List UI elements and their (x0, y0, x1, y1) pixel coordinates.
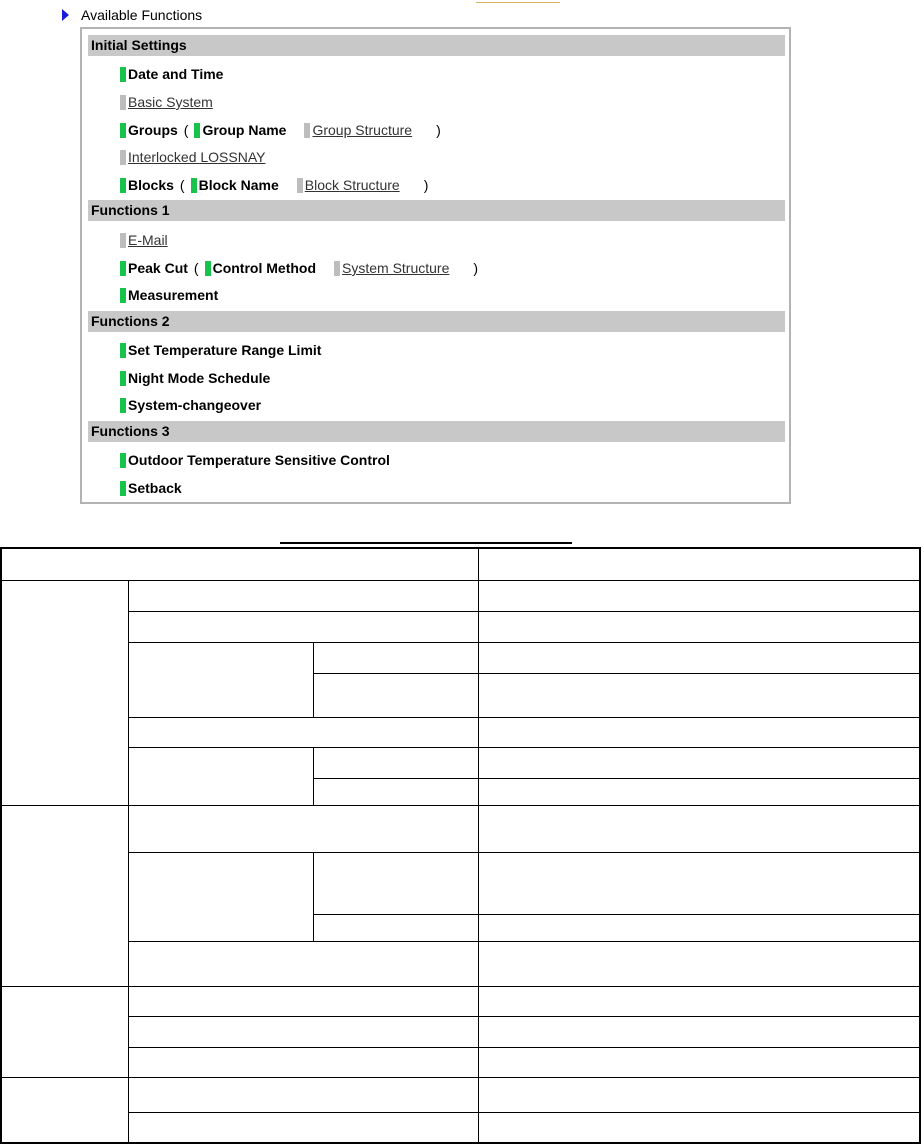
basic-system-link[interactable]: Basic System (128, 94, 213, 110)
unavailable-mark-icon (120, 95, 126, 110)
table-row-line (0, 1077, 921, 1078)
unavailable-mark-icon (120, 233, 126, 248)
close-paren: ) (436, 122, 441, 138)
section-functions-1: Functions 1 (88, 200, 785, 221)
open-paren: ( (183, 122, 189, 138)
table-column-line (313, 852, 314, 941)
item-night-mode-schedule (120, 367, 270, 389)
available-mark-icon (191, 178, 197, 193)
table-title-underline (280, 542, 572, 544)
available-mark-icon (205, 261, 211, 276)
system-structure-link[interactable]: System Structure (342, 260, 450, 276)
table-row-line (128, 611, 921, 612)
available-mark-icon (194, 123, 200, 138)
blocks-label: Blocks (128, 177, 174, 193)
set-temperature-range-limit-label: Set Temperature Range Limit (128, 342, 322, 358)
outdoor-temperature-sensitive-control-label: Outdoor Temperature Sensitive Control (128, 452, 390, 468)
table-column-line (313, 747, 314, 805)
top-edge-fragment (476, 0, 560, 3)
block-structure-link[interactable]: Block Structure (304, 177, 400, 193)
available-functions-header (62, 5, 202, 25)
date-and-time-label: Date and Time (128, 66, 224, 82)
open-paren: ( (179, 177, 185, 193)
table-row-line (0, 986, 921, 987)
interlocked-lossnay-link[interactable]: Interlocked LOSSNAY (128, 149, 266, 165)
item-set-temperature-range-limit (120, 339, 321, 361)
table-row-line (128, 1047, 921, 1048)
item-setback (120, 477, 182, 499)
available-mark-icon (120, 398, 126, 413)
item-basic-system[interactable] (120, 91, 213, 113)
available-functions-title: Available Functions (81, 7, 203, 23)
functions-panel (80, 27, 791, 504)
table-row-line (0, 580, 921, 581)
table-frame (0, 547, 921, 1144)
available-mark-icon (120, 481, 126, 496)
table-row-line (313, 914, 921, 915)
table-column-line (128, 580, 129, 1144)
unavailable-mark-icon (297, 178, 303, 193)
item-email[interactable] (120, 229, 168, 251)
available-mark-icon (120, 288, 126, 303)
table-row-line (128, 941, 921, 942)
available-mark-icon (120, 343, 126, 358)
close-paren: ) (423, 177, 429, 193)
section-functions-3: Functions 3 (88, 421, 785, 442)
table-row-line (128, 1016, 921, 1017)
available-mark-icon (120, 67, 126, 82)
table-row-line (313, 778, 921, 779)
unavailable-mark-icon (304, 123, 310, 138)
table-row-line (0, 805, 921, 806)
item-groups (120, 119, 441, 141)
available-mark-icon (120, 123, 126, 138)
table-row-line (128, 717, 921, 718)
table-row-line (128, 747, 921, 748)
item-outdoor-temperature-sensitive-control (120, 449, 390, 471)
available-mark-icon (120, 261, 126, 276)
available-mark-icon (120, 371, 126, 386)
item-peak-cut (120, 257, 478, 279)
triangle-right-icon (62, 9, 69, 21)
table-column-line (313, 642, 314, 717)
system-changeover-label: System-changeover (128, 397, 262, 413)
item-measurement (120, 284, 218, 306)
unavailable-mark-icon (334, 261, 340, 276)
table-row-line (128, 852, 921, 853)
item-system-changeover (120, 394, 261, 416)
item-blocks (120, 174, 428, 196)
functions-table (0, 547, 921, 1146)
setback-label: Setback (128, 480, 182, 496)
email-link[interactable]: E-Mail (128, 232, 168, 248)
table-row-line (128, 642, 921, 643)
close-paren: ) (473, 260, 479, 276)
item-date-and-time (120, 63, 223, 85)
available-mark-icon (120, 453, 126, 468)
table-row-line (313, 673, 921, 674)
open-paren: ( (193, 260, 199, 276)
groups-label: Groups (128, 122, 178, 138)
night-mode-schedule-label: Night Mode Schedule (128, 370, 271, 386)
peak-cut-label: Peak Cut (128, 260, 188, 276)
section-initial-settings: Initial Settings (88, 35, 785, 56)
section-functions-2: Functions 2 (88, 311, 785, 332)
available-mark-icon (120, 178, 126, 193)
block-name-label: Block Name (198, 177, 279, 193)
table-column-line (478, 547, 479, 1144)
measurement-label: Measurement (128, 287, 219, 303)
unavailable-mark-icon (120, 150, 126, 165)
table-row-line (128, 1112, 921, 1113)
group-name-label: Group Name (202, 122, 287, 138)
item-interlocked-lossnay[interactable] (120, 146, 265, 168)
control-method-label: Control Method (212, 260, 317, 276)
group-structure-link[interactable]: Group Structure (312, 122, 413, 138)
